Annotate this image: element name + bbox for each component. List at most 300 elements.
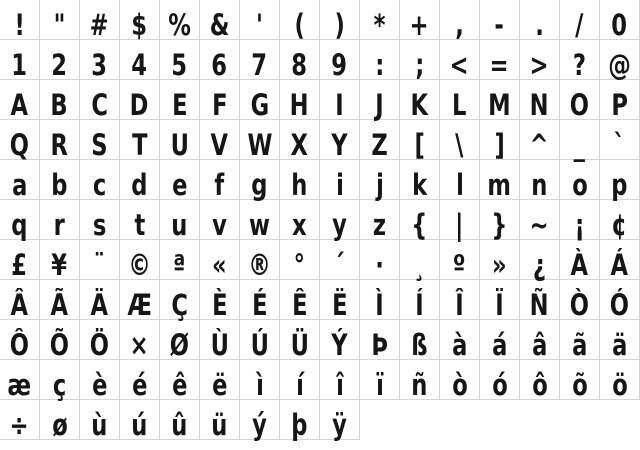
glyph: ß [411, 328, 428, 362]
glyph-cell [480, 120, 520, 160]
glyph-cell [200, 0, 240, 40]
glyph: J [375, 88, 384, 122]
glyph-cell [160, 280, 200, 320]
glyph-cell [200, 80, 240, 120]
glyph: © [128, 248, 151, 282]
glyph-cell [360, 280, 400, 320]
glyph-cell [280, 0, 320, 40]
glyph-row [0, 280, 640, 320]
glyph: ã [571, 328, 588, 362]
glyph: z [372, 208, 387, 242]
glyph-cell [120, 240, 160, 280]
glyph: ´ [333, 248, 346, 282]
glyph-cell [320, 400, 360, 440]
glyph-row [0, 320, 640, 360]
glyph: Ê [291, 288, 308, 322]
glyph: ï [375, 368, 384, 402]
glyph: g [251, 168, 268, 202]
glyph: Ù [210, 328, 229, 362]
glyph-cell [320, 360, 360, 400]
glyph: £ [11, 248, 28, 282]
glyph-cell [0, 320, 40, 360]
glyph: a [11, 168, 28, 202]
glyph-cell [0, 400, 40, 440]
glyph-cell [40, 160, 80, 200]
glyph-cell [360, 120, 400, 160]
glyph-cell [520, 320, 560, 360]
glyph-row [0, 200, 640, 240]
glyph: ¥ [51, 248, 68, 282]
glyph: ü [211, 408, 228, 442]
glyph: É [251, 288, 268, 322]
glyph-cell [0, 40, 40, 80]
glyph-cell [360, 240, 400, 280]
glyph: ' [256, 8, 263, 42]
glyph-cell [200, 360, 240, 400]
glyph: ) [334, 8, 345, 42]
glyph-cell [280, 160, 320, 200]
glyph: õ [571, 368, 588, 402]
glyph-cell [80, 280, 120, 320]
glyph-cell [440, 280, 480, 320]
glyph-cell [600, 240, 640, 280]
glyph: s [92, 208, 107, 242]
glyph: ( [294, 8, 305, 42]
glyph-cell [200, 160, 240, 200]
glyph-cell [360, 80, 400, 120]
glyph-cell [80, 120, 120, 160]
glyph-cell [440, 80, 480, 120]
glyph: M [488, 88, 511, 122]
glyph-cell [520, 160, 560, 200]
glyph: ] [494, 128, 505, 162]
glyph-cell [40, 0, 80, 40]
glyph-row [0, 360, 640, 400]
glyph-cell [560, 240, 600, 280]
glyph: @ [608, 48, 631, 82]
glyph-cell [160, 160, 200, 200]
glyph-cell [80, 40, 120, 80]
glyph-cell [200, 120, 240, 160]
glyph-cell [80, 320, 120, 360]
glyph-cell [280, 40, 320, 80]
glyph: Ì [375, 288, 384, 322]
glyph-cell [480, 280, 520, 320]
glyph-cell [480, 240, 520, 280]
glyph: Þ [371, 328, 388, 362]
glyph: ò [451, 368, 468, 402]
glyph-row [0, 40, 640, 80]
glyph: n [531, 168, 548, 202]
glyph-cell [80, 0, 120, 40]
glyph-cell [280, 120, 320, 160]
glyph-cell [480, 80, 520, 120]
glyph: ä [611, 328, 628, 362]
glyph-cell [560, 320, 600, 360]
glyph-cell [400, 320, 440, 360]
glyph-cell [400, 40, 440, 80]
glyph-cell [160, 80, 200, 120]
glyph-row [0, 160, 640, 200]
glyph-cell [520, 120, 560, 160]
glyph-cell [40, 80, 80, 120]
glyph-cell [160, 400, 200, 440]
glyph-cell [40, 240, 80, 280]
glyph-cell [120, 400, 160, 440]
glyph-cell [360, 360, 400, 400]
glyph: í [295, 368, 304, 402]
glyph: Ú [250, 328, 269, 362]
glyph-cell [40, 200, 80, 240]
glyph: i [335, 168, 344, 202]
glyph: ë [211, 368, 228, 402]
glyph: · [375, 248, 384, 282]
glyph-cell [400, 240, 440, 280]
glyph-cell [80, 160, 120, 200]
glyph-cell [440, 40, 480, 80]
glyph: Ä [90, 288, 109, 322]
glyph: ^ [530, 128, 549, 162]
glyph-cell [320, 40, 360, 80]
glyph-cell [80, 360, 120, 400]
glyph-cell [600, 80, 640, 120]
glyph-cell [320, 320, 360, 360]
glyph: Æ [127, 288, 152, 322]
glyph: X [290, 128, 309, 162]
glyph: } [491, 208, 508, 242]
glyph-cell [360, 320, 400, 360]
glyph-cell [40, 40, 80, 80]
glyph-cell [320, 200, 360, 240]
glyph: % [168, 8, 191, 42]
glyph: Ó [609, 288, 630, 322]
glyph: Ý [331, 328, 348, 362]
glyph-cell [160, 200, 200, 240]
glyph: " [53, 8, 66, 42]
glyph: ; [414, 48, 425, 82]
glyph-cell [0, 120, 40, 160]
glyph-cell [120, 200, 160, 240]
glyph-row [0, 0, 640, 40]
glyph: 2 [51, 48, 68, 82]
glyph-cell [440, 0, 480, 40]
glyph-cell [320, 0, 360, 40]
glyph-cell [520, 80, 560, 120]
glyph: Ç [171, 288, 188, 322]
glyph-cell [320, 80, 360, 120]
glyph-cell [320, 160, 360, 200]
glyph: » [492, 248, 507, 282]
glyph-cell [280, 80, 320, 120]
glyph-cell [40, 400, 80, 440]
glyph: Ø [169, 328, 190, 362]
glyph: ! [14, 8, 25, 42]
glyph-row [0, 120, 640, 160]
glyph: 9 [331, 48, 348, 82]
glyph: / [575, 8, 584, 42]
glyph: o [571, 168, 588, 202]
glyph: ÷ [10, 408, 29, 442]
glyph: á [491, 328, 508, 362]
glyph: ? [572, 48, 587, 82]
glyph-cell [120, 320, 160, 360]
glyph-cell [560, 120, 600, 160]
glyph: ® [248, 248, 271, 282]
glyph: O [569, 88, 590, 122]
glyph: Ô [9, 328, 30, 362]
glyph: ê [171, 368, 188, 402]
glyph-cell [400, 360, 440, 400]
glyph-cell [600, 360, 640, 400]
glyph-cell [240, 320, 280, 360]
glyph: 4 [131, 48, 148, 82]
glyph: S [91, 128, 108, 162]
glyph: Ï [495, 288, 504, 322]
glyph: _ [573, 128, 586, 162]
glyph-cell [520, 280, 560, 320]
glyph-row [0, 240, 640, 280]
glyph: d [131, 168, 148, 202]
glyph: ø [51, 408, 68, 442]
glyph-cell [200, 320, 240, 360]
glyph: ý [252, 408, 267, 442]
glyph-cell [120, 0, 160, 40]
glyph-cell [600, 120, 640, 160]
glyph: à [451, 328, 468, 362]
glyph: C [91, 88, 108, 122]
glyph-cell [400, 280, 440, 320]
glyph-cell [240, 120, 280, 160]
glyph-cell [320, 120, 360, 160]
glyph: k [411, 168, 428, 202]
glyph-cell [520, 40, 560, 80]
glyph: ` [613, 128, 626, 162]
glyph: y [332, 208, 347, 242]
glyph: H [290, 88, 309, 122]
glyph: 8 [291, 48, 308, 82]
glyph-cell [120, 120, 160, 160]
glyph: ¡ [574, 208, 585, 242]
glyph-cell [440, 320, 480, 360]
glyph-cell [160, 320, 200, 360]
glyph: é [131, 368, 148, 402]
glyph-cell [560, 40, 600, 80]
glyph-cell [440, 360, 480, 400]
glyph: W [247, 128, 272, 162]
glyph-cell [360, 0, 400, 40]
glyph-cell [160, 0, 200, 40]
glyph-cell [560, 160, 600, 200]
glyph: T [131, 128, 148, 162]
glyph-cell [480, 40, 520, 80]
glyph-cell [80, 400, 120, 440]
glyph: w [249, 208, 270, 242]
glyph-cell [40, 320, 80, 360]
glyph: ¸ [413, 248, 426, 282]
glyph: ù [91, 408, 108, 442]
glyph-cell [120, 280, 160, 320]
glyph-cell [520, 240, 560, 280]
glyph-cell [480, 360, 520, 400]
glyph: ª [173, 248, 186, 282]
glyph: è [91, 368, 108, 402]
glyph: « [212, 248, 227, 282]
glyph: c [92, 168, 107, 202]
glyph: ~ [530, 208, 549, 242]
glyph-cell [480, 200, 520, 240]
glyph: # [90, 8, 109, 42]
glyph-cell [80, 80, 120, 120]
glyph-cell [240, 0, 280, 40]
glyph: û [171, 408, 188, 442]
glyph-cell [440, 160, 480, 200]
glyph: j [375, 168, 384, 202]
glyph-cell [600, 40, 640, 80]
glyph: 3 [91, 48, 108, 82]
glyph: Ö [89, 328, 110, 362]
glyph-cell [560, 200, 600, 240]
glyph-cell [560, 0, 600, 40]
glyph: î [335, 368, 344, 402]
glyph: : [374, 48, 385, 82]
glyph: A [10, 88, 29, 122]
glyph-cell [280, 360, 320, 400]
glyph: È [211, 288, 228, 322]
glyph: G [250, 88, 269, 122]
glyph: ó [491, 368, 508, 402]
glyph: q [11, 208, 28, 242]
glyph: E [171, 88, 188, 122]
glyph-cell [0, 80, 40, 120]
glyph: Ñ [530, 288, 549, 322]
glyph: = [490, 48, 509, 82]
glyph: & [209, 8, 230, 42]
glyph: [ [414, 128, 425, 162]
glyph: À [570, 248, 589, 282]
glyph: I [335, 88, 344, 122]
glyph: t [134, 208, 145, 242]
glyph-cell [0, 240, 40, 280]
glyph-cell [40, 360, 80, 400]
glyph-cell [400, 200, 440, 240]
glyph-cell [120, 160, 160, 200]
glyph-cell [600, 200, 640, 240]
glyph: 6 [211, 48, 228, 82]
glyph: ö [611, 368, 628, 402]
glyph: Ü [290, 328, 309, 362]
glyph: | [455, 208, 464, 242]
glyph: \ [455, 128, 464, 162]
glyph-cell [240, 80, 280, 120]
glyph-cell [600, 320, 640, 360]
glyph: ú [131, 408, 148, 442]
glyph-cell [280, 200, 320, 240]
glyph-cell [200, 200, 240, 240]
glyph-cell [440, 240, 480, 280]
glyph-cell [520, 360, 560, 400]
glyph: Í [415, 288, 424, 322]
glyph-cell [200, 280, 240, 320]
glyph-row [0, 80, 640, 120]
glyph-cell [600, 280, 640, 320]
glyph-cell [400, 120, 440, 160]
glyph: f [214, 168, 225, 202]
glyph: . [535, 8, 544, 42]
glyph-cell [40, 280, 80, 320]
glyph-cell [400, 0, 440, 40]
glyph: Z [371, 128, 388, 162]
glyph: ° [293, 248, 306, 282]
glyph: ì [255, 368, 264, 402]
glyph-cell [440, 200, 480, 240]
glyph: u [171, 208, 188, 242]
glyph: 7 [251, 48, 268, 82]
glyph-cell [440, 120, 480, 160]
glyph-cell [280, 280, 320, 320]
glyph: × [130, 328, 149, 362]
glyph: P [611, 88, 628, 122]
glyph-cell [120, 360, 160, 400]
glyph-cell [0, 280, 40, 320]
glyph-cell [600, 160, 640, 200]
glyph: e [171, 168, 188, 202]
glyph-cell [240, 280, 280, 320]
glyph-cell [0, 0, 40, 40]
glyph-cell [560, 80, 600, 120]
glyph-cell [240, 240, 280, 280]
glyph: L [452, 88, 467, 122]
glyph: r [53, 208, 66, 242]
glyph: l [455, 168, 464, 202]
glyph-cell [600, 0, 640, 40]
glyph: ÿ [332, 408, 347, 442]
glyph: U [170, 128, 189, 162]
glyph: Î [455, 288, 464, 322]
glyph: > [530, 48, 549, 82]
glyph: 5 [171, 48, 188, 82]
glyph: º [453, 248, 466, 282]
glyph: Ò [569, 288, 590, 322]
glyph: < [450, 48, 469, 82]
glyph-cell [200, 240, 240, 280]
glyph: { [411, 208, 428, 242]
glyph-cell [320, 240, 360, 280]
glyph-cell [560, 280, 600, 320]
glyph-cell [160, 120, 200, 160]
glyph: b [51, 168, 68, 202]
glyph-cell [480, 0, 520, 40]
glyph-cell [320, 280, 360, 320]
glyph-cell [200, 40, 240, 80]
glyph-cell [240, 40, 280, 80]
glyph: v [212, 208, 227, 242]
glyph: 0 [611, 8, 628, 42]
glyph-cell [40, 120, 80, 160]
glyph: ñ [411, 368, 428, 402]
glyph: Õ [49, 328, 70, 362]
glyph-cell [400, 160, 440, 200]
glyph: R [50, 128, 69, 162]
glyph: Á [610, 248, 629, 282]
glyph: N [530, 88, 549, 122]
glyph: K [410, 88, 429, 122]
glyph-cell [520, 200, 560, 240]
glyph: V [210, 128, 229, 162]
glyph-cell [160, 360, 200, 400]
glyph-cell [160, 240, 200, 280]
glyph: 1 [11, 48, 28, 82]
glyph-cell [240, 400, 280, 440]
